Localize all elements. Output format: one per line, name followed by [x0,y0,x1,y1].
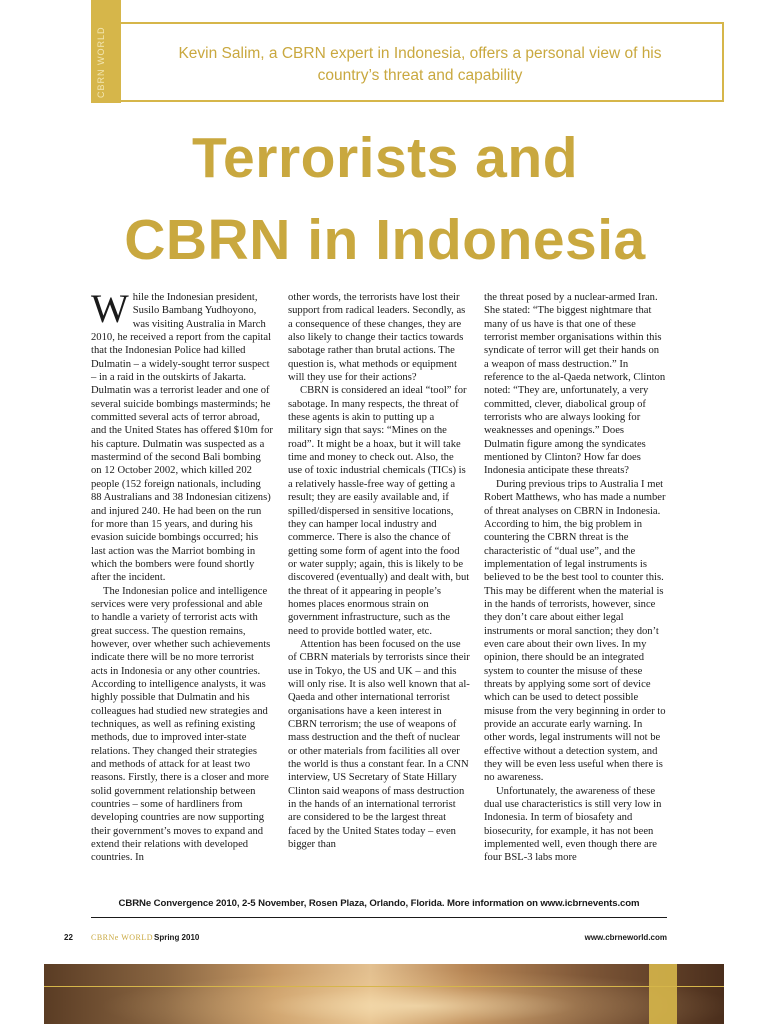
website-url: www.cbrneworld.com [584,933,667,942]
event-promo: CBRNe Convergence 2010, 2-5 November, Rosen Plaza, Orlando, Florida. More information on www.icbrnevents.com [118,898,640,909]
headline-line-2: CBRN in Indonesia [124,208,646,272]
page-folio [64,930,667,944]
photo-strip-tab [649,964,677,1024]
paragraph: other words, the terrorists have lost their support from radical leaders. Secondly, as a consequence of these changes, they are also likely to change their tactics towards sabotage rather than brutal actions. The question is, what methods or equipment will they use for their actions? [288,292,466,384]
next-page-photo-strip [44,964,724,1024]
paragraph: The Indonesian police and intelligence services were very professional and able to handle a variety of terrorist acts with great success. The question remains, however, over whether such achievements indicate there will be no more terrorist acts in Indonesia or any other countries. According to intelligence analysts, it was highly possible that Dulmatin and his colleagues had studied new strategies and techniques, as well as refining existing methods, due to improved inter-state relations. They changed their strategies and methods of attack for at least two reasons. Firstly, there is a closer and more solid government relationship between countries – some of hardliners from developing countries are now supporting their government’s moves to expand and extend their relations with developed countries. In [91,585,271,864]
page-number: 22 [64,933,73,942]
paragraph: While the Indonesian president, Susilo Bambang Yudhoyono, was visiting Australia in March 2010, he received a report from the capital that the Indonesian Police had killed Dulmatin – a widely-sought terror suspect – in a raid in the outskirts of Jakarta. Dulmatin was a terrorist leader and one of several suicide bombings masterminds; he committed several acts of terror abroad, and the United States has offered $10m for his capture. Dulmatin was suspected as a mastermind of the second Bali bombing on 12 October 2002, which killed 202 people (152 foreign nationals, including 88 Australians and 38 Indonesian citizens) and injured 240. He had been on the run for more than 15 years, and during his evasion suicide bombings occurred; his last action was the Marriot bombing in which the bombers were found shortly after the incident. [91,286,273,584]
drop-cap: W [91,286,129,331]
issue-date: Spring 2010 [154,933,200,942]
article-column-2 [288,291,470,851]
article-column-3 [484,291,666,865]
footer-rule [91,917,667,918]
paragraph: Unfortunately, the awareness of these dual use characteristics is still very low in Indonesia. In term of biosafety and biosecurity, for example, it has not been implemented well, even though there are four BSL-3 labs more [484,785,662,864]
paragraph: During previous trips to Australia I met Robert Matthews, who has made a number of threat analyses on CBRN in Indonesia. According to him, the big problem in countering the CBRN threat is the characteristic of “dual use”, and the implementation of legal instruments is believed to be the best tool to counter this. This may be different when the material is in the hands of terrorists, however, since they don’t care about either legal instruments or moral sanction; they don’t even care about their own lives. In my opinion, there should be an integrated system to counter the misuse of these threats by applying some sort of device which can be used to detect possible misuse from the very beginning in order to provide an accurate early warning. In other words, legal instruments will not be effective without a detection system, and they will be even less useful when there is no awareness. [484,478,666,784]
paragraph: the threat posed by a nuclear-armed Iran. She stated: “The biggest nightmare that many of us have is that one of these terrorist member organisations within this syndicate of terror will get their hands on a weapon of mass destruction.” In reference to the al-Qaeda network, Clinton noted: “They are, unfortunately, a very committed, clever, diabolical group of terrorists who are always looking for weaknesses and openings.” Does Dulmatin figure among the syndicates mentioned by Clinton? How far does Indonesia anticipate these threats? [484,292,666,477]
photo-strip-rule [44,986,724,987]
paragraph: CBRN is considered an ideal “tool” for sabotage. In many respects, the threat of these agents is akin to putting up a military sign that says: “Mines on the road”. It might be a hoax, but it will take time and money to check out. Also, the use of toxic industrial chemicals (TICs) is a relatively hassle-free way of getting a result; they are easily available and, if spilled/dispersed in sensitive locations, they can hamper local industry and commerce. There is also the chance of getting some form of agent into the food or water supply; again, this is likely to be discovered (eventually) and dealt with, but the threat of it appearing in people’s homes places enormous strain on government infrastructure, such as the need to provide bottled water, etc. [288,385,470,637]
section-tab-label: CBRN WORLD [96,26,106,98]
headline-line-1: Terrorists and [191,126,579,190]
article-deck: Kevin Salim, a CBRN expert in Indonesia, offers a personal view of his country’s threat and capability [178,45,662,84]
magazine-name: CBRNe WORLD [91,933,154,942]
paragraph: Attention has been focused on the use of CBRN materials by terrorists since their use in Tokyo, the US and UK – and this will only rise. It is also well known that al-Qaeda and other international terrorist organisations have a keen interest in CBRN terrorism; the use of weapons of mass destruction and the theft of nuclear or other materials from facilities all over the world is thus a constant fear. In a CNN interview, US Secretary of State Hillary Clinton said weapons of mass destruction in the hands of an international terrorist are considered to be the largest threat faced by the United States today – even bigger than [288,638,470,851]
photo-glow [44,964,724,1024]
article-column-1 [91,286,273,865]
